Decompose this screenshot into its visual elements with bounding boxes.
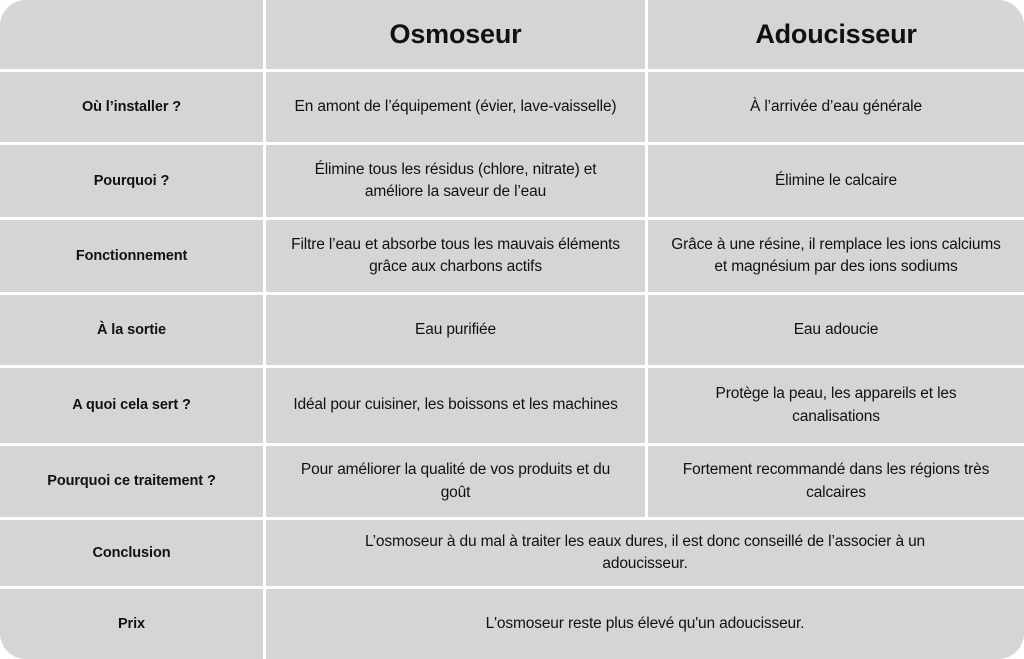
cell-merged-prix: L'osmoseur reste plus élevé qu'un adoucisseur. (263, 586, 1024, 659)
header-label-column (0, 0, 263, 69)
row-label-prix: Prix (0, 586, 263, 659)
row-label-fonctionnement: Fonctionnement (0, 217, 263, 292)
cell-osmoseur-pourquoi: Élimine tous les résidus (chlore, nitrate) et améliore la saveur de l’eau (263, 142, 645, 217)
row-label-ou-linstaller: Où l’installer ? (0, 69, 263, 142)
table-row (0, 69, 1024, 142)
cell-adoucisseur-a-quoi-cela-sert: Protège la peau, les appareils et les canalisations (645, 365, 1024, 443)
table-row (0, 365, 1024, 443)
cell-osmoseur-a-quoi-cela-sert: Idéal pour cuisiner, les boissons et les machines (263, 365, 645, 443)
cell-adoucisseur-pourquoi-ce-traitement: Fortement recommandé dans les régions très calcaires (645, 443, 1024, 517)
row-label-pourquoi-ce-traitement: Pourquoi ce traitement ? (0, 443, 263, 517)
cell-adoucisseur-a-la-sortie: Eau adoucie (645, 292, 1024, 365)
cell-adoucisseur-pourquoi: Élimine le calcaire (645, 142, 1024, 217)
row-label-a-quoi-cela-sert: A quoi cela sert ? (0, 365, 263, 443)
cell-osmoseur-fonctionnement: Filtre l’eau et absorbe tous les mauvais éléments grâce aux charbons actifs (263, 217, 645, 292)
table-row (0, 517, 1024, 586)
table-row (0, 217, 1024, 292)
cell-osmoseur-a-la-sortie: Eau purifiée (263, 292, 645, 365)
header-osmoseur: Osmoseur (263, 0, 645, 69)
cell-adoucisseur-fonctionnement: Grâce à une résine, il remplace les ions calciums et magnésium par des ions sodiums (645, 217, 1024, 292)
table-row (0, 443, 1024, 517)
row-label-conclusion: Conclusion (0, 517, 263, 586)
row-label-a-la-sortie: À la sortie (0, 292, 263, 365)
header-adoucisseur: Adoucisseur (645, 0, 1024, 69)
table-row (0, 142, 1024, 217)
table-header-row (0, 0, 1024, 69)
cell-osmoseur-pourquoi-ce-traitement: Pour améliorer la qualité de vos produits et du goût (263, 443, 645, 517)
cell-merged-conclusion: L’osmoseur à du mal à traiter les eaux dures, il est donc conseillé de l’associer à un adoucisseur. (263, 517, 1024, 586)
table-row (0, 586, 1024, 659)
row-label-pourquoi: Pourquoi ? (0, 142, 263, 217)
cell-adoucisseur-ou-linstaller: À l’arrivée d’eau générale (645, 69, 1024, 142)
table-row (0, 292, 1024, 365)
cell-osmoseur-ou-linstaller: En amont de l’équipement (évier, lave-vaisselle) (263, 69, 645, 142)
